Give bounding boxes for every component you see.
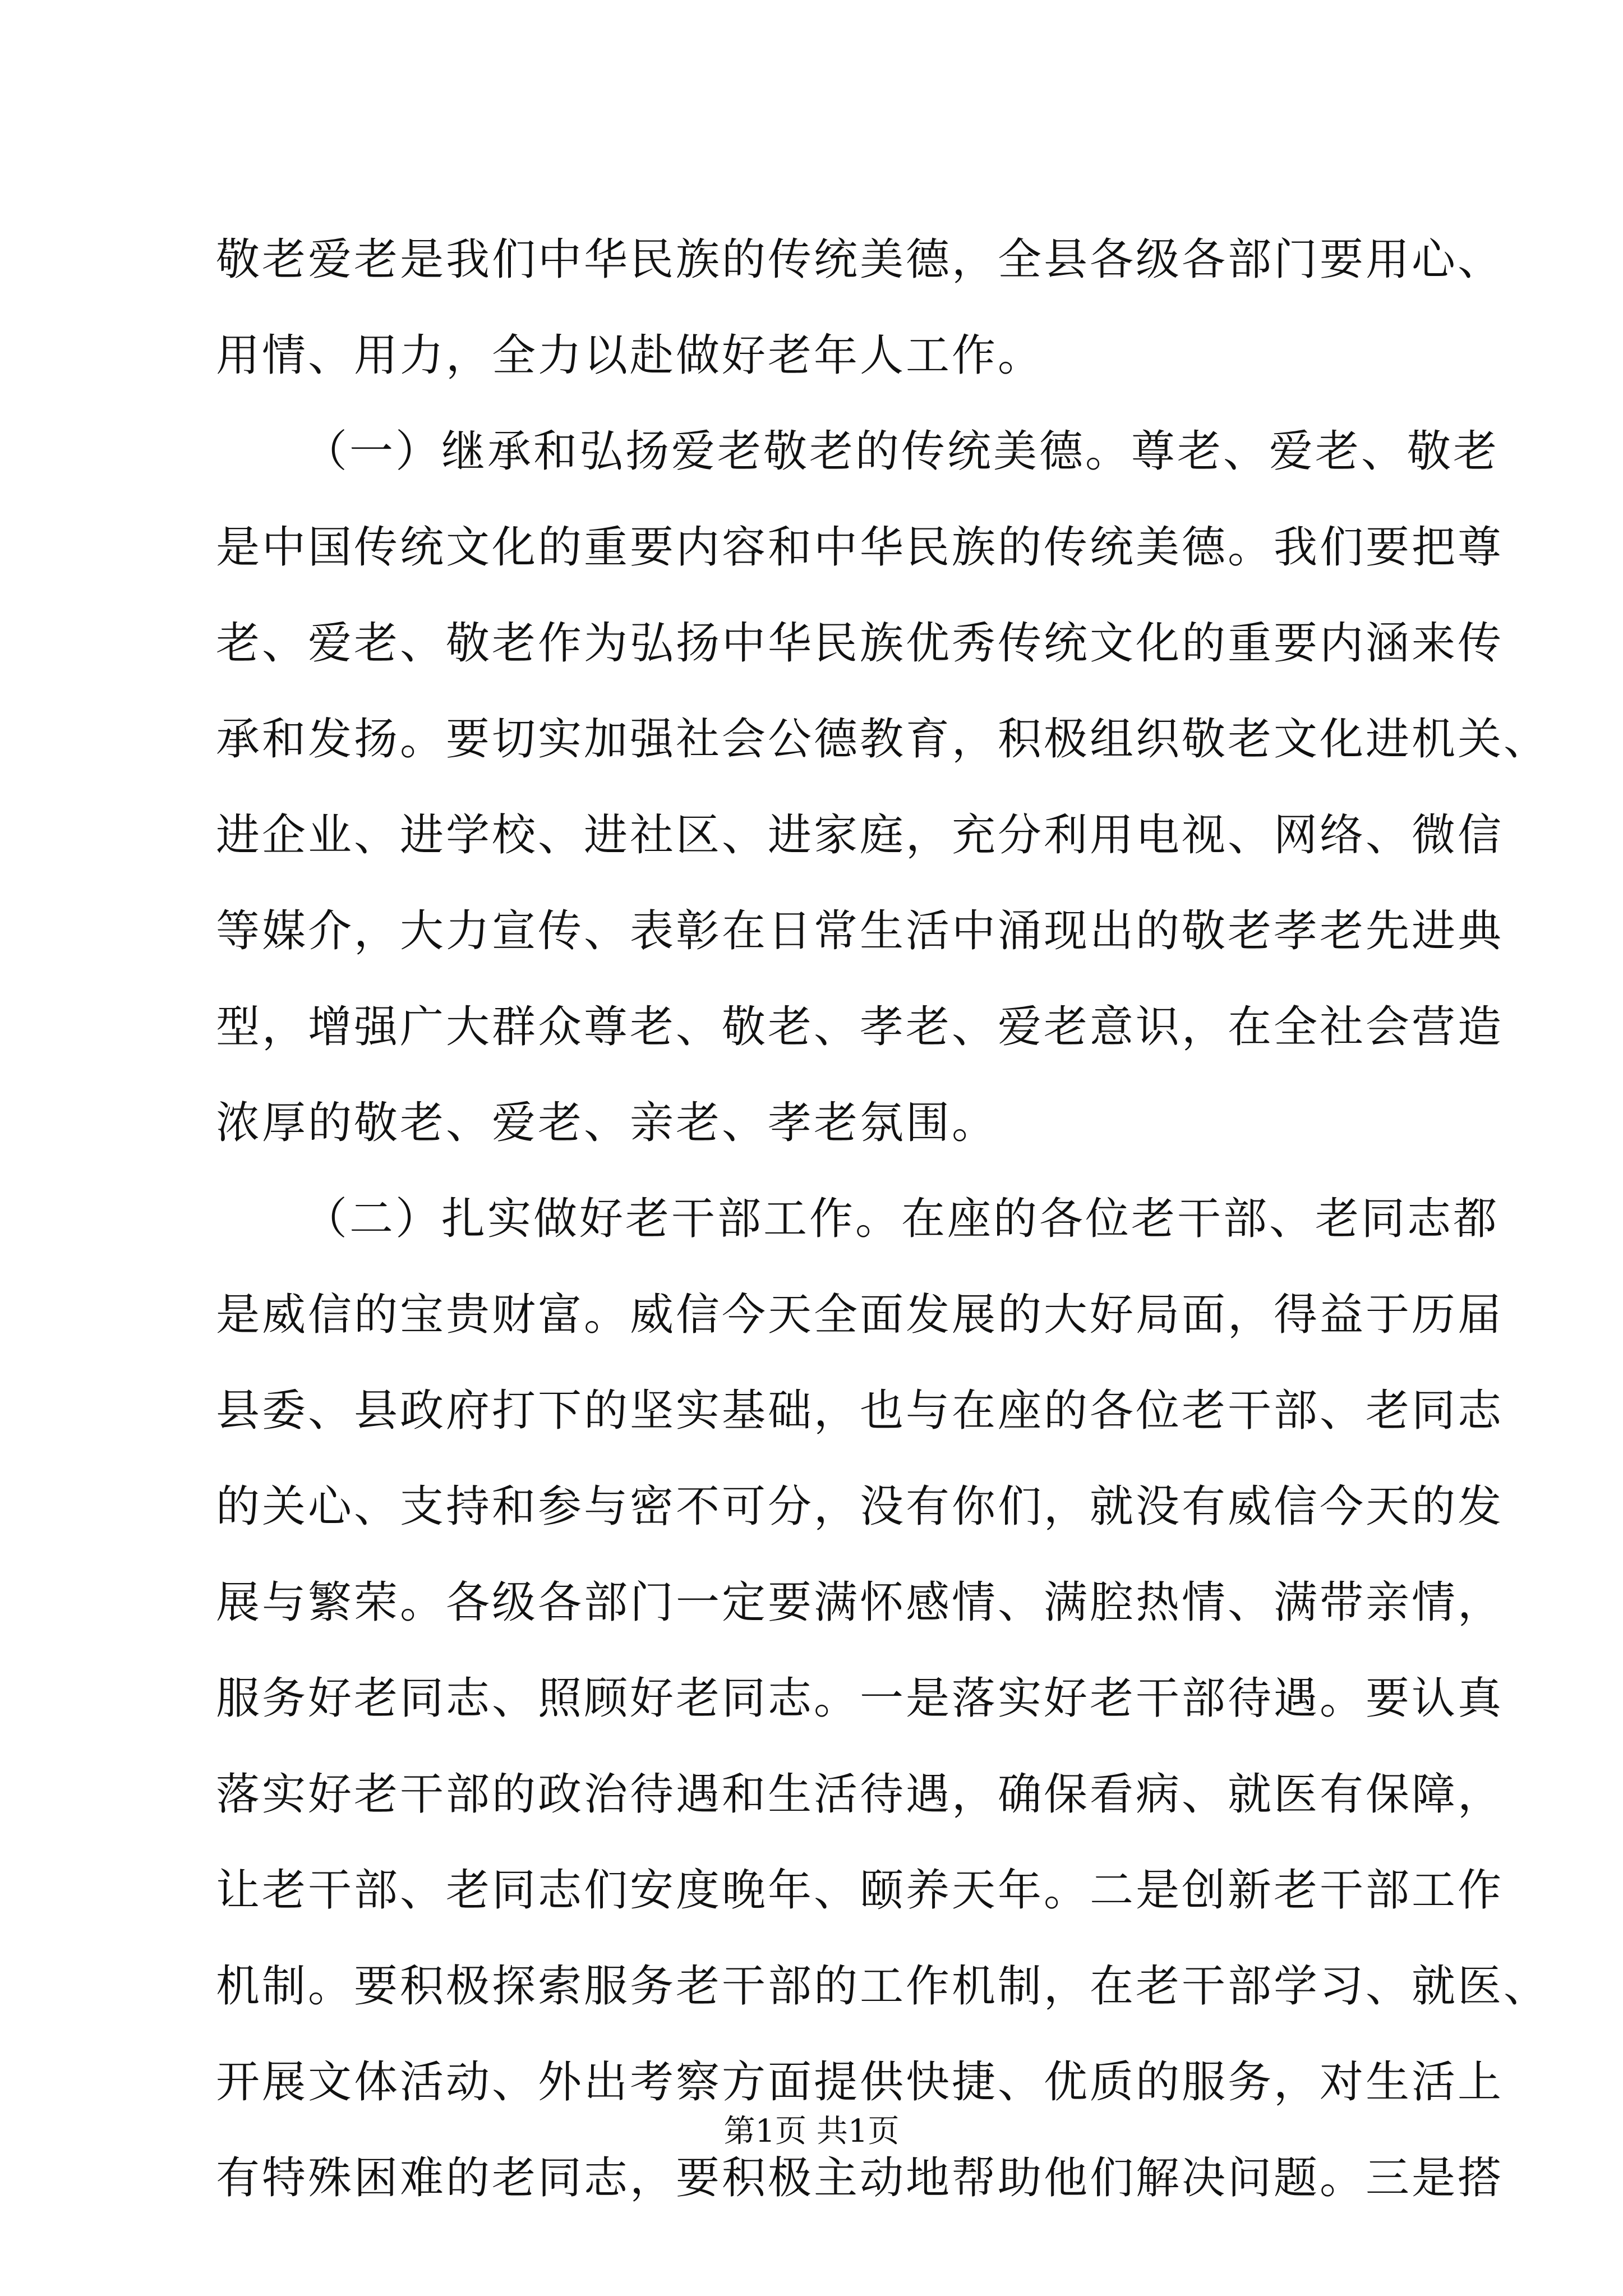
paragraph-heading-line: （二）扎实做好老干部工作。在座的各位老干部、老同志都 (303, 1194, 1500, 1244)
text-line: 进企业、进学校、进社区、进家庭，充分利用电视、网络、微信 (216, 810, 1504, 861)
text-line: 开展文体活动、外出考察方面提供快捷、优质的服务，对生活上 (216, 2057, 1504, 2108)
text-line: 型，增强广大群众尊老、敬老、孝老、爱老意识，在全社会营造 (216, 1002, 1504, 1052)
text-line: 是威信的宝贵财富。威信今天全面发展的大好局面，得益于历届 (216, 1290, 1504, 1340)
text-line: 敬老爱老是我们中华民族的传统美德，全县各级各部门要用心、 (216, 234, 1504, 285)
text-line: 老、爱老、敬老作为弘扬中华民族优秀传统文化的重要内涵来传 (216, 618, 1504, 669)
text-line: 的关心、支持和参与密不可分，没有你们，就没有威信今天的发 (216, 1481, 1504, 1532)
text-line: 有特殊困难的老同志，要积极主动地帮助他们解决问题。三是搭 (216, 2153, 1504, 2203)
text-line: 服务好老同志、照顾好老同志。一是落实好老干部待遇。要认真 (216, 1673, 1504, 1724)
text-line: 等媒介，大力宣传、表彰在日常生活中涌现出的敬老孝老先进典 (216, 906, 1504, 956)
text-line: 县委、县政府打下的坚实基础，也与在座的各位老干部、老同志 (216, 1386, 1504, 1436)
text-line: 浓厚的敬老、爱老、亲老、孝老氛围。 (216, 1098, 998, 1148)
document-body (216, 212, 1550, 2226)
text-line: 承和发扬。要切实加强社会公德教育，积极组织敬老文化进机关、 (216, 714, 1550, 765)
text-line: 机制。要积极探索服务老干部的工作机制，在老干部学习、就医、 (216, 1961, 1550, 2012)
paragraph-heading-line: （一）继承和弘扬爱老敬老的传统美德。尊老、爱老、敬老 (303, 426, 1500, 477)
text-line: 展与繁荣。各级各部门一定要满怀感情、满腔热情、满带亲情， (216, 1577, 1504, 1628)
text-line: 让老干部、老同志们安度晚年、颐养天年。二是创新老干部工作 (216, 1865, 1504, 1916)
text-line: 是中国传统文化的重要内容和中华民族的传统美德。我们要把尊 (216, 522, 1504, 573)
text-line: 用情、用力，全力以赴做好老年人工作。 (216, 330, 1044, 381)
text-line: 落实好老干部的政治待遇和生活待遇，确保看病、就医有保障， (216, 1769, 1504, 1820)
page-footer: 第1页 共1页 (723, 2113, 900, 2150)
